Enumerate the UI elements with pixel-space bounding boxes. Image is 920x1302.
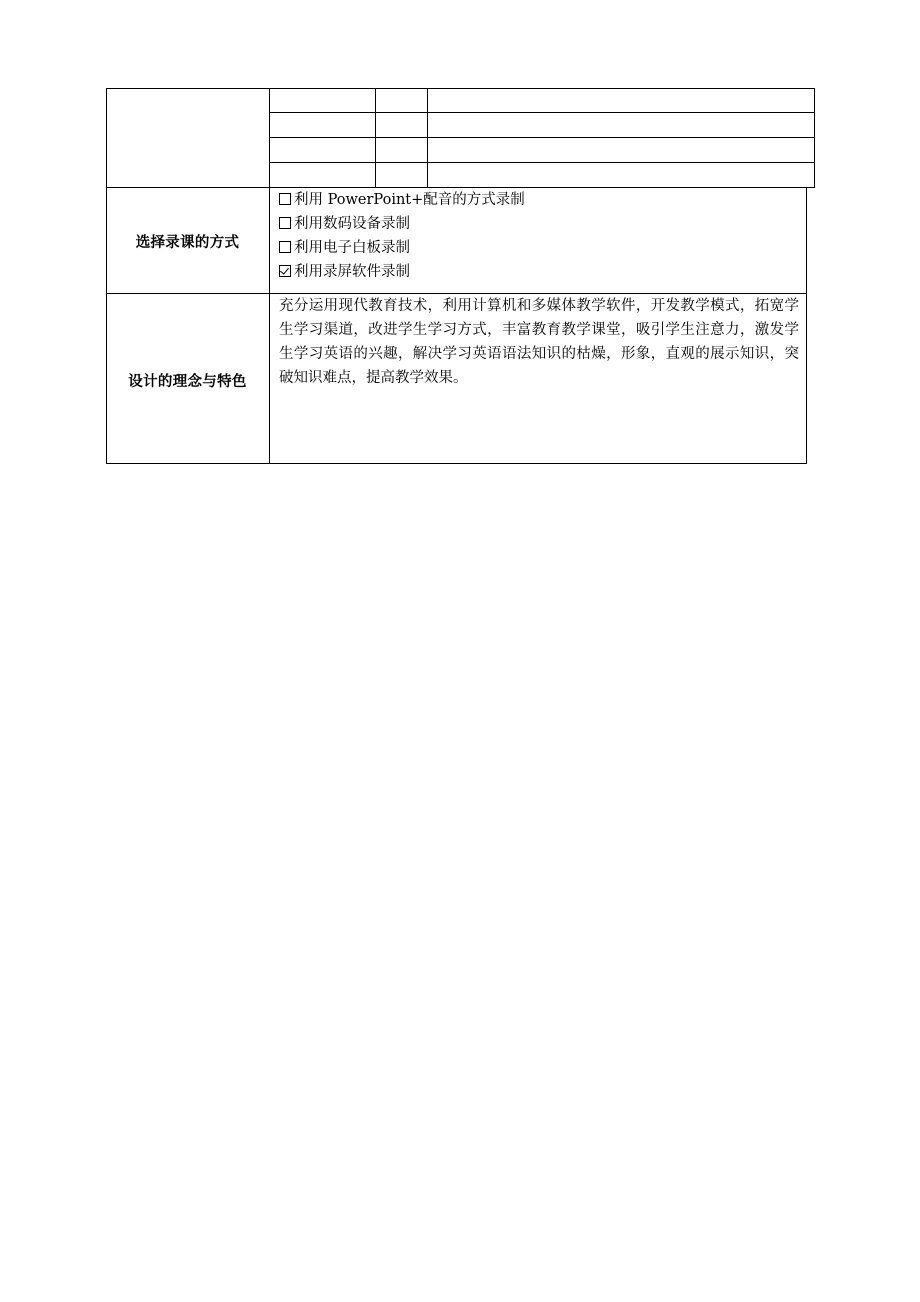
option-screen-recording[interactable] <box>279 260 410 284</box>
table-border <box>269 88 270 464</box>
design-concept-label: 设计的理念与特色 <box>128 374 247 390</box>
option-digital-device[interactable] <box>279 212 410 236</box>
checkbox-unchecked-icon[interactable] <box>279 193 291 205</box>
table-border <box>427 88 428 188</box>
record-method-label: 选择录课的方式 <box>135 235 240 251</box>
table-border <box>814 88 815 188</box>
design-concept-text: 充分运用现代教育技术，利用计算机和多媒体教学软件，开发教学模式，拓宽学生学习渠道，改进学生学习方式，丰富教育教学课堂，吸引学生注意力，激发学生学习英语的兴趣，解决学习英语语法知识的枯燥，形象，直观的展示知识，突破知识难点，提高教学效果。 <box>279 298 799 386</box>
table-border <box>106 463 807 464</box>
option-label: 利用录屏软件录制 <box>294 264 410 280</box>
table-border <box>806 187 807 464</box>
option-powerpoint[interactable] <box>279 188 525 212</box>
checkbox-checked-icon[interactable] <box>279 265 291 277</box>
table-border <box>269 112 815 113</box>
table-border <box>269 162 815 163</box>
table-border <box>269 137 815 138</box>
checkbox-unchecked-icon[interactable] <box>279 217 291 229</box>
checkbox-unchecked-icon[interactable] <box>279 241 291 253</box>
table-border <box>106 88 815 89</box>
table-border <box>106 88 107 464</box>
option-whiteboard[interactable] <box>279 236 410 260</box>
option-label: 利用 PowerPoint+配音的方式录制 <box>294 192 525 208</box>
table-border <box>375 88 376 188</box>
option-label: 利用数码设备录制 <box>294 216 410 232</box>
option-label: 利用电子白板录制 <box>294 240 410 256</box>
